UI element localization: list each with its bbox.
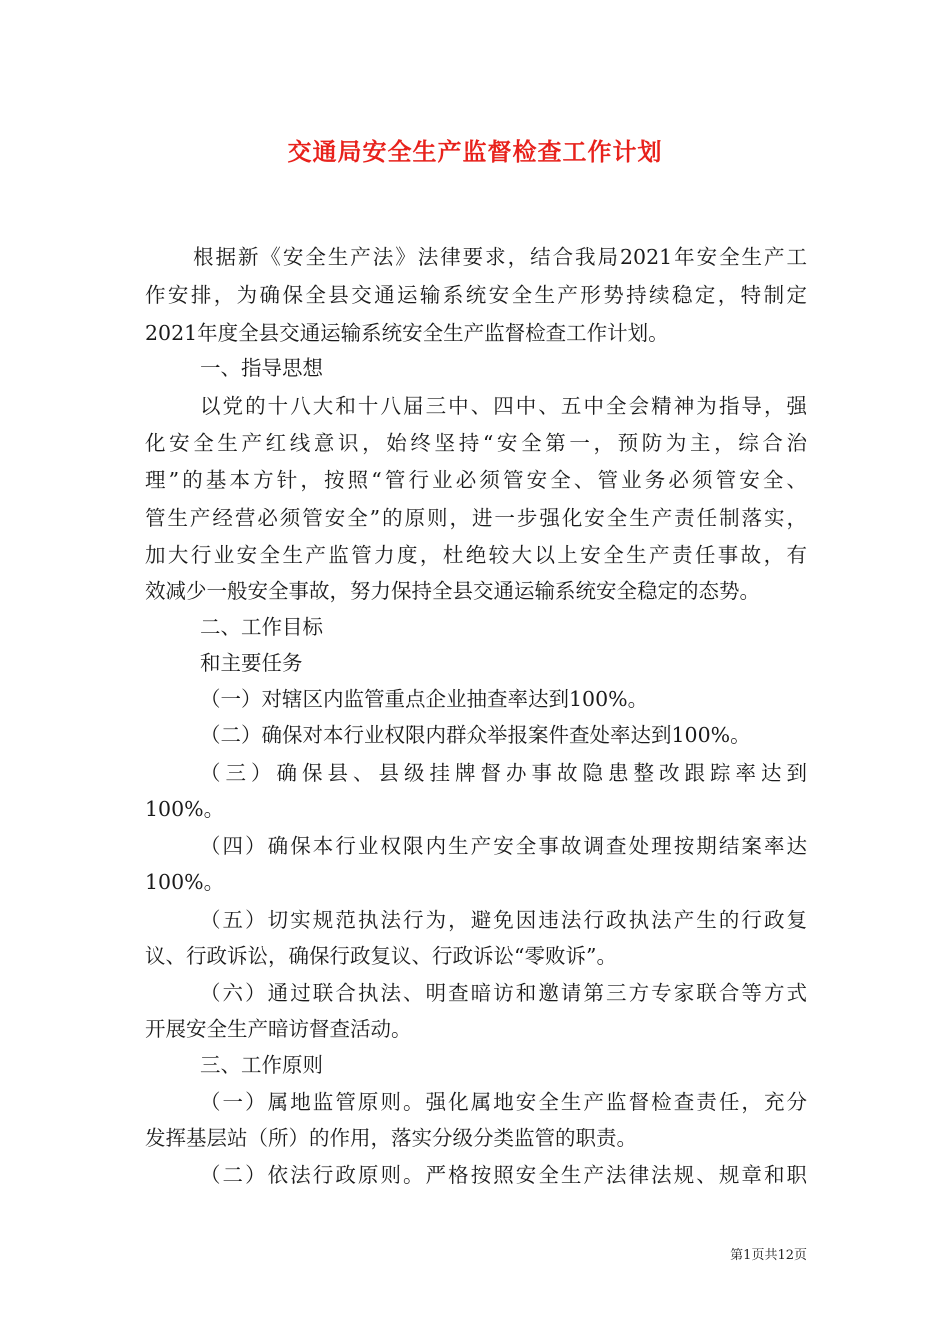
list-item: （一）对辖区内监管重点企业抽查率达到100%。	[200, 687, 649, 711]
list-item: （六）通过联合执法、明查暗访和邀请第三方专家联合等方式	[200, 981, 807, 1005]
list-item-continuation: 100%。	[145, 870, 225, 894]
list-item: （五）切实规范执法行为，避免因违法行政执法产生的行政复	[200, 908, 807, 932]
list-item: （二）确保对本行业权限内群众举报案件查处率达到100%。	[200, 723, 751, 747]
paragraph-line: 作安排，为确保全县交通运输系统安全生产形势持续稳定，特制定	[145, 283, 807, 307]
section-heading: 三、工作原则	[200, 1053, 323, 1077]
list-item-continuation: 100%。	[145, 797, 225, 821]
paragraph-line: 根据新《安全生产法》法律要求，结合我局2021年安全生产工	[193, 245, 807, 269]
list-item: （四）确保本行业权限内生产安全事故调查处理按期结案率达	[200, 834, 807, 858]
list-item: （二）依法行政原则。严格按照安全生产法律法规、规章和职	[200, 1163, 807, 1187]
list-item: （三）确保县、县级挂牌督办事故隐患整改跟踪率达到	[200, 761, 807, 785]
list-item: （一）属地监管原则。强化属地安全生产监督检查责任，充分	[200, 1090, 807, 1114]
paragraph-line: 化安全生产红线意识，始终坚持“安全第一，预防为主，综合治	[145, 431, 807, 455]
paragraph-line: 管生产经营必须管安全”的原则，进一步强化安全生产责任制落实，	[145, 506, 807, 530]
section-heading: 和主要任务	[200, 651, 303, 675]
document-title: 交通局安全生产监督检查工作计划	[287, 138, 663, 166]
list-item-continuation: 议、行政诉讼，确保行政复议、行政诉讼“零败诉”。	[145, 944, 617, 968]
paragraph-line: 效减少一般安全事故，努力保持全县交通运输系统安全稳定的态势。	[145, 579, 760, 603]
paragraph-line: 以党的十八大和十八届三中、四中、五中全会精神为指导，强	[200, 394, 807, 418]
section-heading: 一、指导思想	[200, 356, 323, 380]
paragraph-line: 2021年度全县交通运输系统安全生产监督检查工作计划。	[145, 321, 669, 345]
list-item-continuation: 开展安全生产暗访督查活动。	[145, 1017, 412, 1041]
section-heading: 二、工作目标	[200, 615, 323, 639]
paragraph-line: 加大行业安全生产监管力度，杜绝较大以上安全生产责任事故，有	[145, 543, 807, 567]
paragraph-line: 理”的基本方针，按照“管行业必须管安全、管业务必须管安全、	[145, 468, 807, 492]
list-item-continuation: 发挥基层站（所）的作用，落实分级分类监管的职责。	[145, 1126, 637, 1150]
page-number: 第1页共12页	[730, 1248, 807, 1263]
